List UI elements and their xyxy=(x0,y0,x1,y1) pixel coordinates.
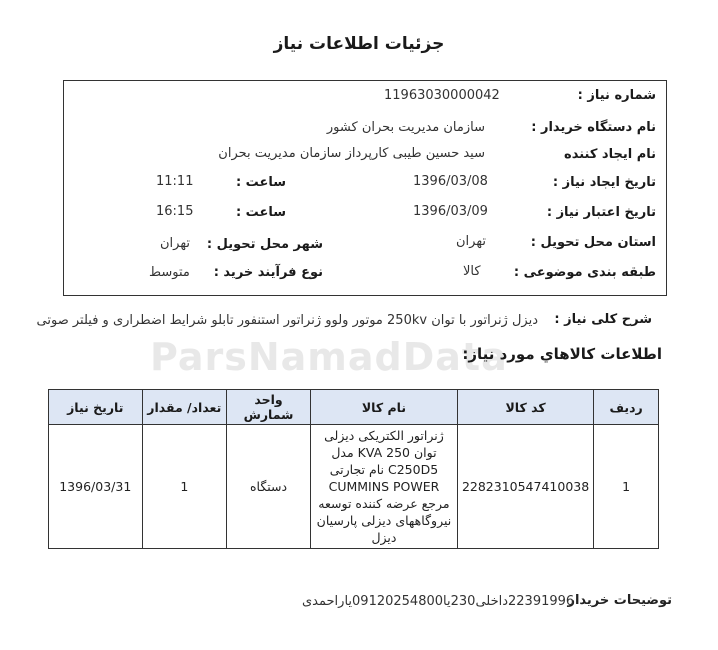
buyer-value: سازمان مدیریت بحران کشور xyxy=(326,120,485,135)
description-label: شرح کلی نیاز : xyxy=(554,312,652,327)
item-code-cell: 2282310547410038 xyxy=(457,425,593,549)
page-title: جزئیات اطلاعات نیاز xyxy=(273,34,445,54)
col-row-header: ردیف xyxy=(594,390,659,425)
valid-date-value: 1396/03/09 xyxy=(413,204,488,219)
city-value: تهران xyxy=(160,236,190,251)
item-name-cell: ژنراتور الکتریکی دیزلی توان 250 KVA مدل C250D5 نام تجارتی CUMMINS POWER مرجع عرضه کننده توسعه نیروگاههای دیزلی پارسیان دیزل xyxy=(310,425,457,549)
watermark-text: ParsNamadData xyxy=(150,335,508,379)
goods-section-title: اطلاعات کالاهاي مورد نياز: xyxy=(462,345,662,363)
process-value: متوسط xyxy=(149,265,190,280)
city-label: شهر محل تحویل : xyxy=(206,237,323,252)
col-name-header: نام کالا xyxy=(310,390,457,425)
col-code-header: کد کالا xyxy=(457,390,593,425)
category-value: کالا xyxy=(463,264,481,279)
goods-header-row xyxy=(49,390,659,425)
buyer-notes-label: توضیحات خریدار xyxy=(567,593,672,608)
buyer-label: نام دستگاه خریدار : xyxy=(531,120,656,135)
col-qty-header: تعداد/ مقدار xyxy=(142,390,227,425)
valid-time-label: ساعت : xyxy=(235,205,286,220)
creator-value: سید حسین طیبی کارپرداز سازمان مدیریت بحران xyxy=(218,146,485,161)
province-label: استان محل تحویل : xyxy=(530,235,656,250)
created-time-value: 11:11 xyxy=(156,174,194,189)
created-date-value: 1396/03/08 xyxy=(413,174,488,189)
need-number-value: 11963030000042 xyxy=(384,88,500,103)
table-row xyxy=(49,425,659,549)
col-date-header: تاریخ نیاز xyxy=(49,390,143,425)
created-time-label: ساعت : xyxy=(235,175,286,190)
unit-cell: دستگاه xyxy=(227,425,311,549)
quantity-cell: 1 xyxy=(142,425,227,549)
need-date-cell: 1396/03/31 xyxy=(49,425,143,549)
col-unit-header: واحد شمارش xyxy=(227,390,311,425)
row-number-cell: 1 xyxy=(594,425,659,549)
created-date-label: تاریخ ایجاد نیاز : xyxy=(552,175,656,190)
buyer-notes-value: 22391996داخلی230یا09120254800یاراحمدی xyxy=(302,594,575,609)
process-label: نوع فرآیند خرید : xyxy=(213,265,323,280)
creator-label: نام ایجاد کننده xyxy=(564,147,656,162)
need-number-label: شماره نیاز : xyxy=(577,88,656,103)
valid-date-label: تاریخ اعتبار نیاز : xyxy=(546,205,656,220)
valid-time-value: 16:15 xyxy=(156,204,194,219)
goods-table xyxy=(48,389,659,549)
province-value: تهران xyxy=(456,234,486,249)
description-text: دیزل ژنراتور با توان 250kv موتور ولوو ژنراتور استنفور تابلو شرایط اضطراری و فیلتر صوتی xyxy=(36,313,538,328)
category-label: طبقه بندی موضوعی : xyxy=(513,265,656,280)
